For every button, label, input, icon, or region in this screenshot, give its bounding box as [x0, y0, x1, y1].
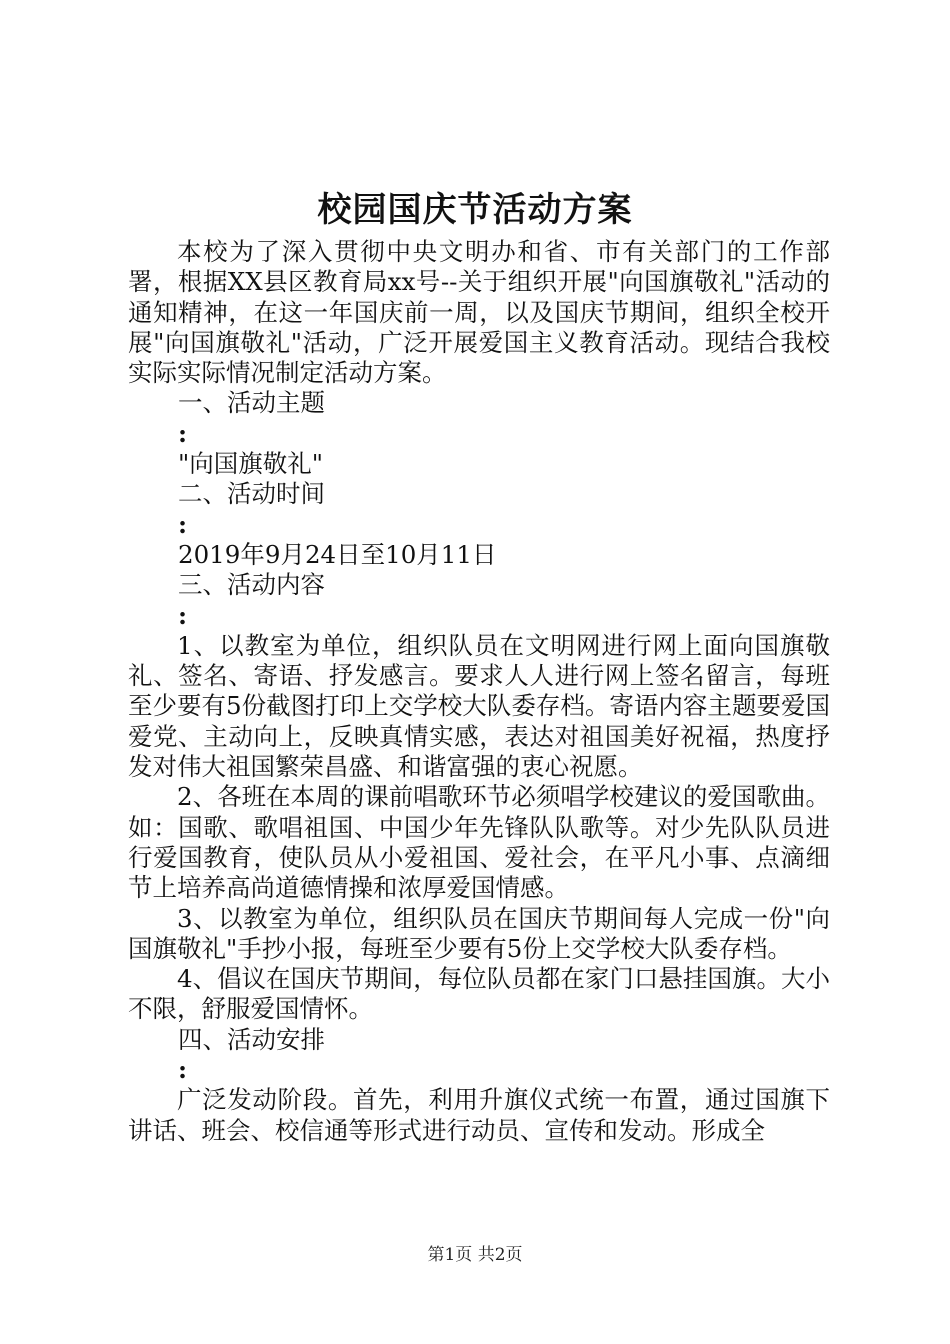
section-colon: : — [178, 600, 188, 630]
document-title: 校园国庆节活动方案 — [317, 190, 633, 230]
section-heading-time: 二、活动时间 — [178, 479, 325, 509]
section-colon: : — [178, 418, 188, 448]
intro-paragraph: 本校为了深入贯彻中央文明办和省、市有关部门的工作部署，根据XX县区教育局xx号--关于组织开展"向国旗敬礼"活动的通知精神，在这一年国庆前一周，以及国庆节期间，组织全校开展"向国旗敬礼"活动，广泛开展爱国主义教育活动。现结合我校实际实际情况制定活动方案。 — [128, 237, 830, 388]
content-item-1: 1、以教室为单位，组织队员在文明网进行网上面向国旗敬礼、签名、寄语、抒发感言。要求人人进行网上签名留言，每班至少要有5份截图打印上交学校大队委存档。寄语内容主题要爱国爱党、主动向上，反映真情实感，表达对祖国美好祝福，热度抒发对伟大祖国繁荣昌盛、和谐富强的衷心祝愿。 — [128, 630, 830, 782]
section-colon: : — [178, 509, 188, 539]
content-item-4: 4、倡议在国庆节期间，每位队员都在家门口悬挂国旗。大小不限，舒服爱国情怀。 — [128, 964, 830, 1024]
document-body — [128, 237, 830, 1146]
section-heading-theme: 一、活动主题 — [178, 388, 325, 418]
arrangement-paragraph: 广泛发动阶段。首先，利用升旗仪式统一布置，通过国旗下讲话、班会、校信通等形式进行动员、宣传和发动。形成全 — [128, 1085, 830, 1145]
time-value: 2019年9月24日至10月11日 — [178, 539, 497, 569]
content-item-2: 2、各班在本周的课前唱歌环节必须唱学校建议的爱国歌曲。如：国歌、歌唱祖国、中国少年先锋队队歌等。对少先队队员进行爱国教育，使队员从小爱祖国、爱社会，在平凡小事、点滴细节上培养高尚道德情操和浓厚爱国情感。 — [128, 782, 830, 903]
section-colon: : — [178, 1055, 188, 1085]
section-heading-content: 三、活动内容 — [178, 570, 325, 600]
content-item-3: 3、以教室为单位，组织队员在国庆节期间每人完成一份"向国旗敬礼"手抄小报，每班至少要有5份上交学校大队委存档。 — [128, 903, 830, 963]
page-footer: 第1页 共2页 — [427, 1245, 523, 1265]
theme-value: "向国旗敬礼" — [178, 449, 324, 479]
section-heading-arrangement: 四、活动安排 — [178, 1024, 325, 1054]
